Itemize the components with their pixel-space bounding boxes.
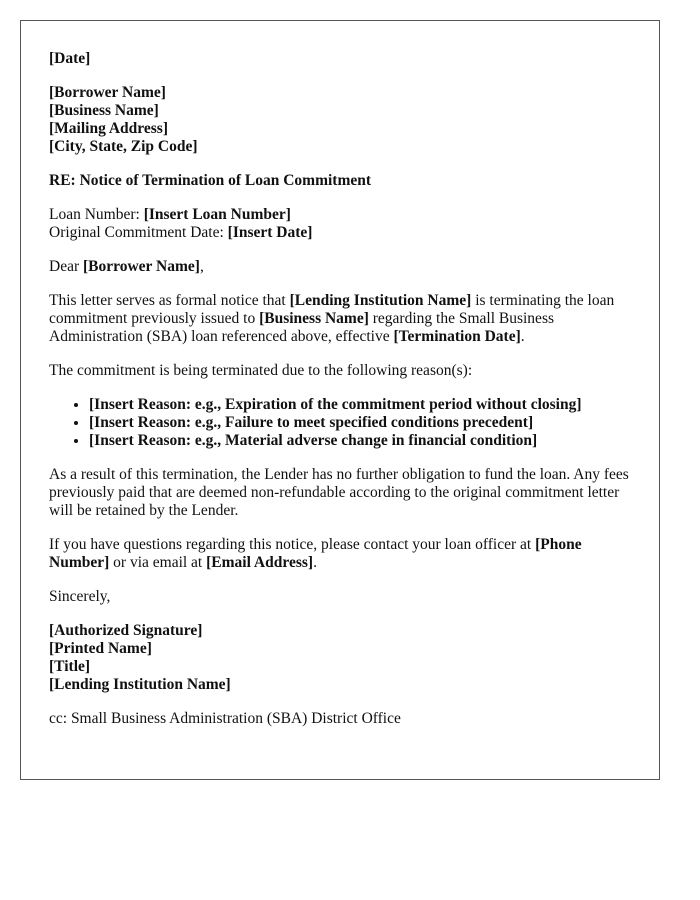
para1-text-2: is terminating the loan commitment previously issued to (49, 292, 615, 327)
reasons-intro: The commitment is being terminated due to the following reason(s): (49, 362, 473, 379)
loan-number-label: Loan Number: (49, 206, 144, 223)
mailing-address-line: [Mailing Address] (49, 120, 168, 137)
subject-block (49, 172, 631, 190)
commitment-date-label: Original Commitment Date: (49, 224, 228, 241)
printed-name-line: [Printed Name] (49, 640, 152, 657)
city-state-zip-line: [City, State, Zip Code] (49, 138, 198, 155)
reason-item: • [Insert Reason: e.g., Expiration of the commitment period without closing] (89, 396, 631, 414)
salutation-name: [Borrower Name] (83, 258, 200, 275)
reason-item: • [Insert Reason: e.g., Failure to meet specified conditions precedent] (89, 414, 631, 432)
loan-reference-block (49, 206, 631, 242)
para1-lender-name: [Lending Institution Name] (289, 292, 472, 309)
para3-text-2: or via email at (109, 554, 207, 571)
lending-institution-line: [Lending Institution Name] (49, 676, 231, 693)
reasons-list (49, 396, 631, 450)
termination-notice-paragraph (49, 292, 631, 346)
authorized-signature-line: [Authorized Signature] (49, 622, 203, 639)
contact-paragraph (49, 536, 631, 572)
commitment-date-line (49, 224, 631, 242)
salutation-prefix: Dear (49, 258, 83, 275)
salutation (49, 258, 631, 276)
para1-termination-date: [Termination Date] (393, 328, 521, 345)
salutation-suffix: , (199, 258, 204, 275)
loan-number-line (49, 206, 631, 224)
para1-business-name: [Business Name] (259, 310, 369, 327)
title-line: [Title] (49, 658, 91, 675)
commitment-date-value: [Insert Date] (227, 224, 313, 241)
date-block (49, 50, 631, 68)
subject-line: RE: Notice of Termination of Loan Commitment (49, 172, 372, 189)
loan-number-value: [Insert Loan Number] (143, 206, 291, 223)
para1-text-3: regarding the Small Business Administration (SBA) loan referenced above, effective (49, 310, 555, 345)
reason-item: • [Insert Reason: e.g., Material adverse change in financial condition] (89, 432, 631, 450)
para3-text-3: . (313, 554, 317, 571)
para1-text-1: This letter serves as formal notice that (49, 292, 290, 309)
obligation-paragraph: As a result of this termination, the Lender has no further obligation to fund the loan. Any fees previously paid that are deemed non-refundable according to the original commitment letter will be retained by the Lender. (49, 466, 629, 519)
para1-text-4: . (520, 328, 525, 345)
recipient-address-block (49, 84, 631, 156)
email-address-placeholder: [Email Address] (206, 554, 314, 571)
borrower-name-line: [Borrower Name] (49, 84, 166, 101)
signature-block (49, 622, 631, 694)
letter-page (20, 20, 660, 780)
business-name-line: [Business Name] (49, 102, 159, 119)
cc-line: cc: Small Business Administration (SBA) District Office (49, 710, 401, 727)
para3-text-1: If you have questions regarding this notice, please contact your loan officer at (49, 536, 536, 553)
date-placeholder: [Date] (49, 50, 91, 67)
phone-number-placeholder: [Phone Number] (49, 536, 582, 571)
closing: Sincerely, (49, 588, 111, 605)
